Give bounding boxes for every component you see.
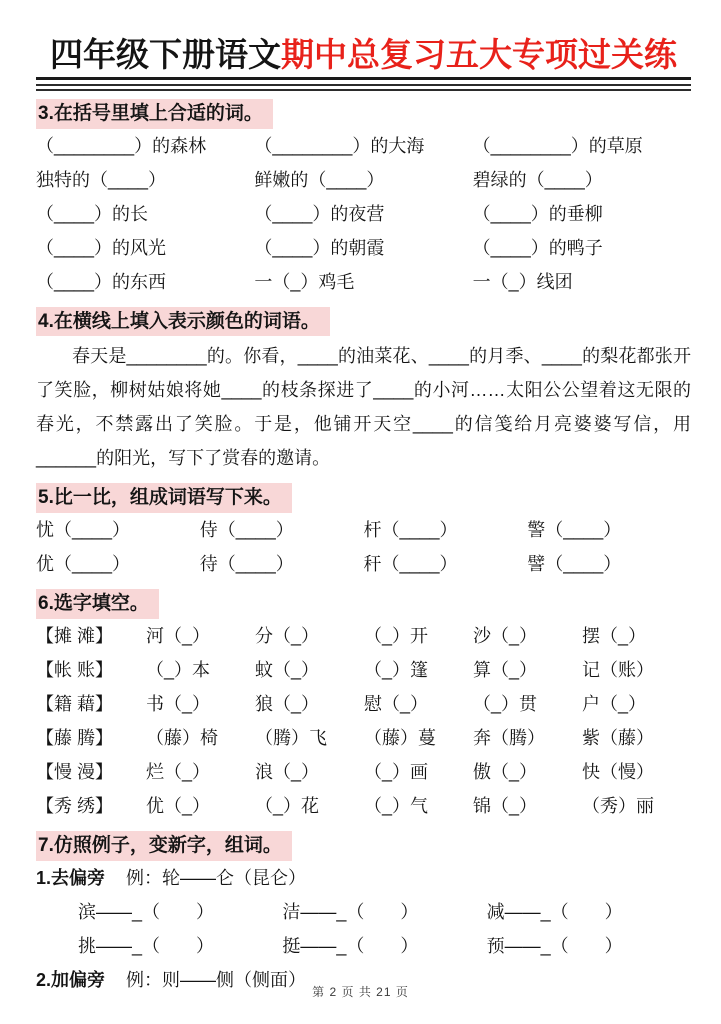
choose-char-row xyxy=(36,687,691,721)
section-7-heading: 7.仿照例子，变新字，组词。 xyxy=(36,831,292,861)
choose-char-cell: （_）画 xyxy=(364,761,429,782)
choose-char-cell: 河（_） xyxy=(146,625,211,646)
new-char-cell: 减——_（ ） xyxy=(486,901,623,922)
new-char-cell: 挑——_（ ） xyxy=(78,935,215,956)
blank-fill-cell: （________）的大海 xyxy=(254,135,425,156)
title-divider xyxy=(36,84,691,91)
blank-fill-cell: 一（_）鸡毛 xyxy=(254,271,355,292)
choose-char-row xyxy=(36,653,691,687)
choose-char-cell: 分（_） xyxy=(255,625,320,646)
compare-word-cell: 杆（____） xyxy=(363,520,458,541)
choose-char-row xyxy=(36,755,691,789)
blank-fill-cell: （____）的东西 xyxy=(36,271,167,292)
blank-fill-cell: 鲜嫩的（____） xyxy=(254,169,385,190)
blank-fill-cell: （________）的草原 xyxy=(472,135,643,156)
section-6 xyxy=(36,589,691,823)
blank-fill-cell: 一（_）线团 xyxy=(472,271,573,292)
choose-char-cell: 优（_） xyxy=(146,795,211,816)
subsection-remove-radical xyxy=(36,861,691,895)
choose-char-cell: 慰（_） xyxy=(364,693,429,714)
new-char-row xyxy=(36,929,691,963)
compare-word-cell: 警（____） xyxy=(527,520,622,541)
compare-word-cell: 待（____） xyxy=(199,554,294,575)
choose-char-cell: （藤）蔓 xyxy=(364,727,436,748)
compare-word-cell: 譬（____） xyxy=(527,554,622,575)
compare-word-cell: 优（____） xyxy=(36,554,131,575)
choose-char-cell: 【摊 滩】 xyxy=(36,625,114,646)
section-3-heading: 3.在括号里填上合适的词。 xyxy=(36,99,273,129)
page-title-black: 四年级下册语文 xyxy=(50,36,281,73)
subsection-label: 1.去偏旁 xyxy=(36,867,106,888)
blank-fill-row xyxy=(36,265,691,299)
choose-char-row xyxy=(36,789,691,823)
choose-char-cell: 摆（_） xyxy=(582,625,647,646)
new-char-cell: 挺——_（ ） xyxy=(282,935,419,956)
new-char-cell: 洁——_（ ） xyxy=(282,901,419,922)
section-4-heading: 4.在横线上填入表示颜色的词语。 xyxy=(36,307,330,337)
choose-char-cell: 【藤 腾】 xyxy=(36,727,114,748)
section-4 xyxy=(36,307,691,476)
subsection-example: 例：则——侧（侧面） xyxy=(126,969,307,990)
page-footer: 第 2 页 共 21 页 xyxy=(312,985,409,999)
choose-char-cell: 锦（_） xyxy=(473,795,538,816)
choose-char-cell: （藤）椅 xyxy=(146,727,218,748)
section-6-heading: 6.选字填空。 xyxy=(36,589,159,619)
choose-char-cell: 【慢 漫】 xyxy=(36,761,114,782)
subsection-label: 2.加偏旁 xyxy=(36,969,106,990)
choose-char-cell: （_）篷 xyxy=(364,659,429,680)
choose-char-cell: 傲（_） xyxy=(473,761,538,782)
choose-char-cell: 记（账） xyxy=(582,659,654,680)
color-words-paragraph: 春天是________的。你看，____的油菜花、____的月季、____的梨花都张开了笑脸，柳树姑娘将她____的枝条探进了____的小河……太阳公公望着这无限的春光，不禁露出了笑脸。于是，他铺开天空____的信笺给月亮婆婆写信，用______的阳光，写下了赏春的邀请。 xyxy=(36,346,691,469)
new-char-cell: 预——_（ ） xyxy=(486,935,623,956)
choose-char-cell: 快（慢） xyxy=(582,761,654,782)
compare-words-row xyxy=(36,513,691,547)
section-5 xyxy=(36,483,691,581)
choose-char-cell: 紫（藤） xyxy=(582,727,654,748)
blank-fill-cell: （____）的垂柳 xyxy=(472,203,603,224)
compare-word-cell: 秆（____） xyxy=(363,554,458,575)
choose-char-cell: （腾）飞 xyxy=(255,727,327,748)
choose-char-cell: （秀）丽 xyxy=(582,795,654,816)
blank-fill-row xyxy=(36,163,691,197)
new-char-cell: 滨——_（ ） xyxy=(78,901,215,922)
section-5-heading: 5.比一比，组成词语写下来。 xyxy=(36,483,292,513)
choose-char-cell: 【籍 藉】 xyxy=(36,693,114,714)
choose-char-cell: 烂（_） xyxy=(146,761,211,782)
compare-word-cell: 侍（____） xyxy=(199,520,294,541)
choose-char-cell: 书（_） xyxy=(146,693,211,714)
choose-char-cell: 算（_） xyxy=(473,659,538,680)
choose-char-cell: （_）开 xyxy=(364,625,429,646)
section-3 xyxy=(36,99,691,299)
choose-char-row xyxy=(36,619,691,653)
choose-char-cell: （_）气 xyxy=(364,795,429,816)
blank-fill-cell: （____）的朝霞 xyxy=(254,237,385,258)
choose-char-row xyxy=(36,721,691,755)
page-title xyxy=(36,36,691,80)
blank-fill-row xyxy=(36,197,691,231)
choose-char-cell: 【帐 账】 xyxy=(36,659,114,680)
choose-char-cell: 蚊（_） xyxy=(255,659,320,680)
choose-char-cell: （_）花 xyxy=(255,795,320,816)
blank-fill-cell: （____）的长 xyxy=(36,203,149,224)
blank-fill-cell: （____）的鸭子 xyxy=(472,237,603,258)
blank-fill-cell: （____）的夜营 xyxy=(254,203,385,224)
subsection-example: 例：轮——仑（昆仑） xyxy=(126,867,307,888)
choose-char-cell: 户（_） xyxy=(582,693,647,714)
choose-char-cell: 浪（_） xyxy=(255,761,320,782)
choose-char-cell: 沙（_） xyxy=(473,625,538,646)
new-char-row xyxy=(36,895,691,929)
section-7 xyxy=(36,831,691,997)
choose-char-cell: 【秀 绣】 xyxy=(36,795,114,816)
choose-char-cell: 奔（腾） xyxy=(473,727,545,748)
blank-fill-row xyxy=(36,129,691,163)
choose-char-cell: 狼（_） xyxy=(255,693,320,714)
compare-word-cell: 忧（____） xyxy=(36,520,131,541)
choose-char-cell: （_）贯 xyxy=(473,693,538,714)
blank-fill-cell: 独特的（____） xyxy=(36,169,167,190)
blank-fill-row xyxy=(36,231,691,265)
choose-char-cell: （_）本 xyxy=(146,659,211,680)
compare-words-row xyxy=(36,547,691,581)
page-title-red: 期中总复习五大专项过关练 xyxy=(281,36,677,73)
blank-fill-cell: （________）的森林 xyxy=(36,135,207,156)
blank-fill-cell: （____）的风光 xyxy=(36,237,167,258)
blank-fill-cell: 碧绿的（____） xyxy=(472,169,603,190)
